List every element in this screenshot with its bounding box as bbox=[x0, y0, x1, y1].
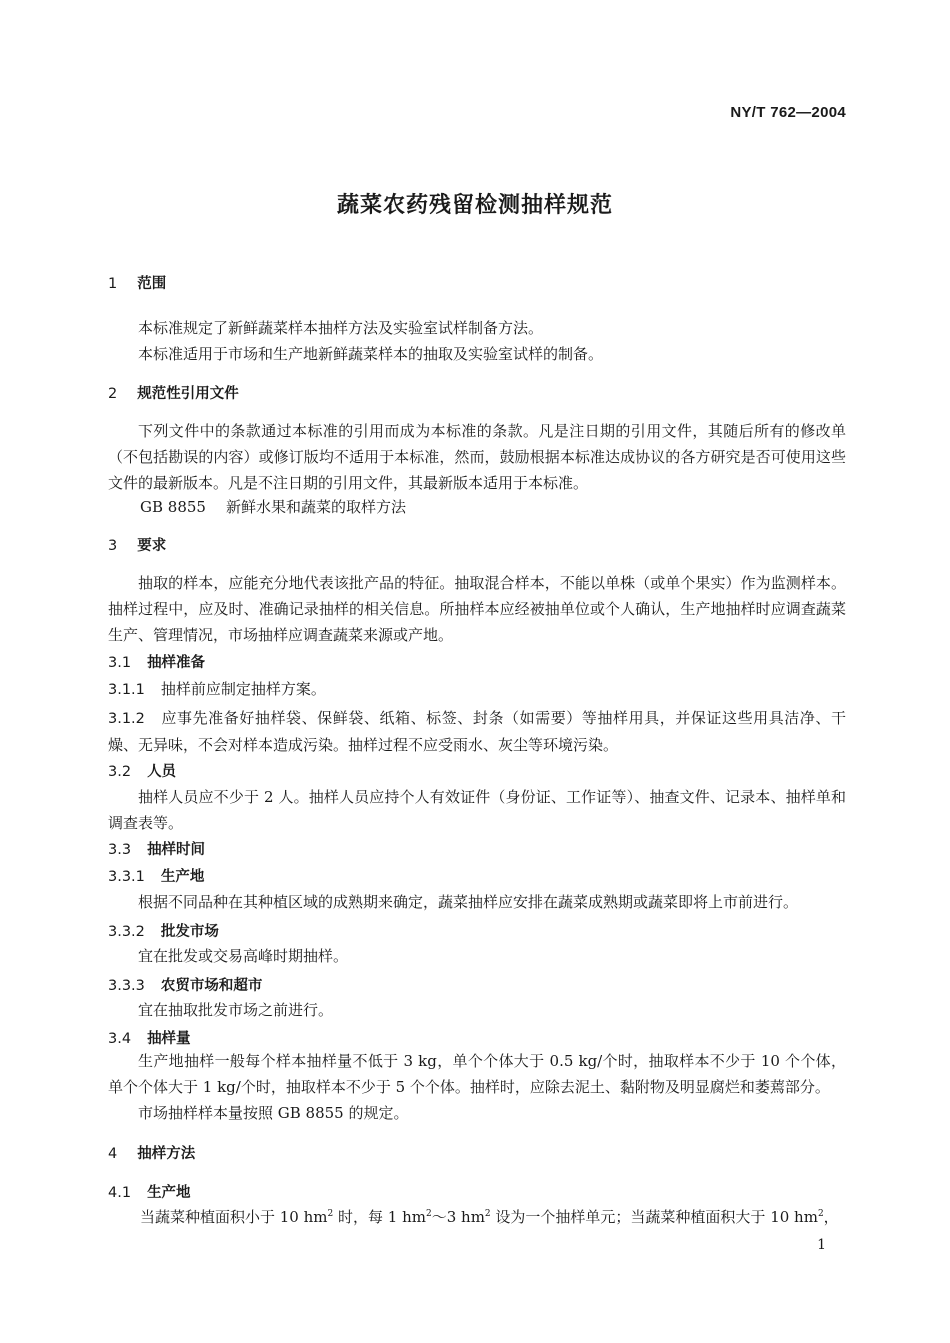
section-number: 3.4 bbox=[108, 1031, 132, 1047]
text-run: ， bbox=[823, 1208, 839, 1226]
page-number: 1 bbox=[817, 1237, 826, 1253]
section-number: 3 bbox=[108, 538, 118, 554]
section-3-2-heading bbox=[108, 760, 176, 781]
section-1-heading bbox=[108, 272, 166, 293]
section-3-4-heading bbox=[108, 1027, 191, 1048]
section-title: 人员 bbox=[147, 764, 177, 780]
clause-number: 3.3.1 bbox=[108, 869, 145, 885]
section-2-heading bbox=[108, 382, 239, 403]
section-3-3-heading bbox=[108, 838, 205, 859]
clause-number: 3.1.1 bbox=[108, 682, 145, 698]
section-3-4-paragraph-1: 生产地抽样一般每个样本抽样量不低于 3 kg，单个个体大于 0.5 kg/个时，抽取样本不少于 10 个个体，单个个体大于 1 kg/个时，抽取样本不少于 5 个个体。抽样时，应除去泥土、黏附物及明显腐烂和萎蔫部分。 bbox=[108, 1052, 846, 1096]
section-number: 3.1 bbox=[108, 655, 132, 671]
clause-title: 农贸市场和超市 bbox=[160, 978, 263, 994]
section-title: 规范性引用文件 bbox=[137, 386, 239, 402]
section-title: 生产地 bbox=[147, 1185, 191, 1201]
section-number: 2 bbox=[108, 386, 118, 402]
section-title: 范围 bbox=[137, 276, 167, 292]
clause-3-1-2 bbox=[108, 705, 846, 758]
reference-title: 新鲜水果和蔬菜的取样方法 bbox=[225, 498, 406, 516]
section-number: 3.2 bbox=[108, 764, 132, 780]
superscript: 2 bbox=[425, 1209, 432, 1219]
section-title: 抽样量 bbox=[147, 1031, 191, 1047]
section-1-paragraph-2: 本标准适用于市场和生产地新鲜蔬菜样本的抽取及实验室试样的制备。 bbox=[138, 345, 604, 363]
section-title: 抽样时间 bbox=[147, 842, 206, 858]
section-1-paragraph-1: 本标准规定了新鲜蔬菜样本抽样方法及实验室试样制备方法。 bbox=[138, 319, 544, 337]
reference-code: GB 8855 bbox=[140, 498, 206, 516]
section-number: 3.3 bbox=[108, 842, 132, 858]
clause-text: 应事先准备好抽样袋、保鲜袋、纸箱、标签、封条（如需要）等抽样用具，并保证这些用具洁净、干燥、无异味，不会对样本造成污染。抽样过程不应受雨水、灰尘等环境污染。 bbox=[108, 709, 846, 754]
section-2-paragraph: 下列文件中的条款通过本标准的引用而成为本标准的条款。凡是注日期的引用文件，其随后所有的修改单（不包括勘误的内容）或修订版均不适用于本标准，然而，鼓励根据本标准达成协议的各方研究是否可使用这些文件的最新版本。凡是不注日期的引用文件，其最新版本适用于本标准。 bbox=[108, 422, 846, 492]
section-title: 要求 bbox=[137, 538, 167, 554]
clause-3-3-2-heading bbox=[108, 920, 219, 941]
clause-title: 批发市场 bbox=[160, 924, 219, 940]
clause-title: 生产地 bbox=[160, 869, 205, 885]
normative-reference bbox=[140, 496, 406, 517]
section-4-1-paragraph bbox=[140, 1206, 839, 1227]
section-number: 1 bbox=[108, 276, 118, 292]
superscript: 2 bbox=[484, 1209, 491, 1219]
section-3-1-heading bbox=[108, 651, 205, 672]
clause-3-3-3-heading bbox=[108, 974, 262, 995]
section-title: 抽样方法 bbox=[137, 1146, 196, 1162]
section-4-heading bbox=[108, 1142, 195, 1163]
clause-3-3-2-text: 宜在批发或交易高峰时期抽样。 bbox=[138, 947, 349, 965]
section-number: 4.1 bbox=[108, 1185, 132, 1201]
clause-3-3-3-text: 宜在抽取批发市场之前进行。 bbox=[138, 1001, 334, 1019]
text-run: 设为一个抽样单元；当蔬菜种植面积大于 10 hm bbox=[490, 1208, 818, 1226]
document-title: 蔬菜农药残留检测抽样规范 bbox=[336, 193, 613, 218]
section-3-heading bbox=[108, 534, 166, 555]
section-3-paragraph: 抽取的样本，应能充分地代表该批产品的特征。抽取混合样本，不能以单株（或单个果实）作为监测样本。抽样过程中，应及时、准确记录抽样的相关信息。所抽样本应经被抽单位或个人确认，生产地抽样时应调查蔬菜生产、管理情况，市场抽样应调查蔬菜来源或产地。 bbox=[108, 574, 846, 644]
clause-number: 3.3.2 bbox=[108, 924, 145, 940]
superscript: 2 bbox=[327, 1209, 334, 1219]
superscript: 2 bbox=[817, 1209, 824, 1219]
text-run: 当蔬菜种植面积小于 10 hm bbox=[140, 1208, 328, 1226]
clause-3-3-1-text: 根据不同品种在其种植区域的成熟期来确定，蔬菜抽样应安排在蔬菜成熟期或蔬菜即将上市前进行。 bbox=[138, 893, 799, 911]
section-3-2-paragraph: 抽样人员应不少于 2 人。抽样人员应持个人有效证件（身份证、工作证等）、抽查文件、记录本、抽样单和调查表等。 bbox=[108, 788, 846, 832]
clause-text: 抽样前应制定抽样方案。 bbox=[160, 680, 326, 698]
standard-code: NY/T 762—2004 bbox=[730, 104, 846, 121]
clause-number: 3.1.2 bbox=[108, 711, 145, 727]
text-run: ～3 hm bbox=[431, 1208, 485, 1226]
section-3-4-paragraph-2: 市场抽样样本量按照 GB 8855 的规定。 bbox=[138, 1104, 409, 1122]
section-title: 抽样准备 bbox=[147, 655, 206, 671]
clause-3-3-1-heading bbox=[108, 865, 204, 886]
section-4-1-heading bbox=[108, 1181, 191, 1202]
section-number: 4 bbox=[108, 1146, 118, 1162]
text-run: 时，每 1 hm bbox=[333, 1208, 426, 1226]
clause-number: 3.3.3 bbox=[108, 978, 145, 994]
clause-3-1-1 bbox=[108, 678, 326, 699]
